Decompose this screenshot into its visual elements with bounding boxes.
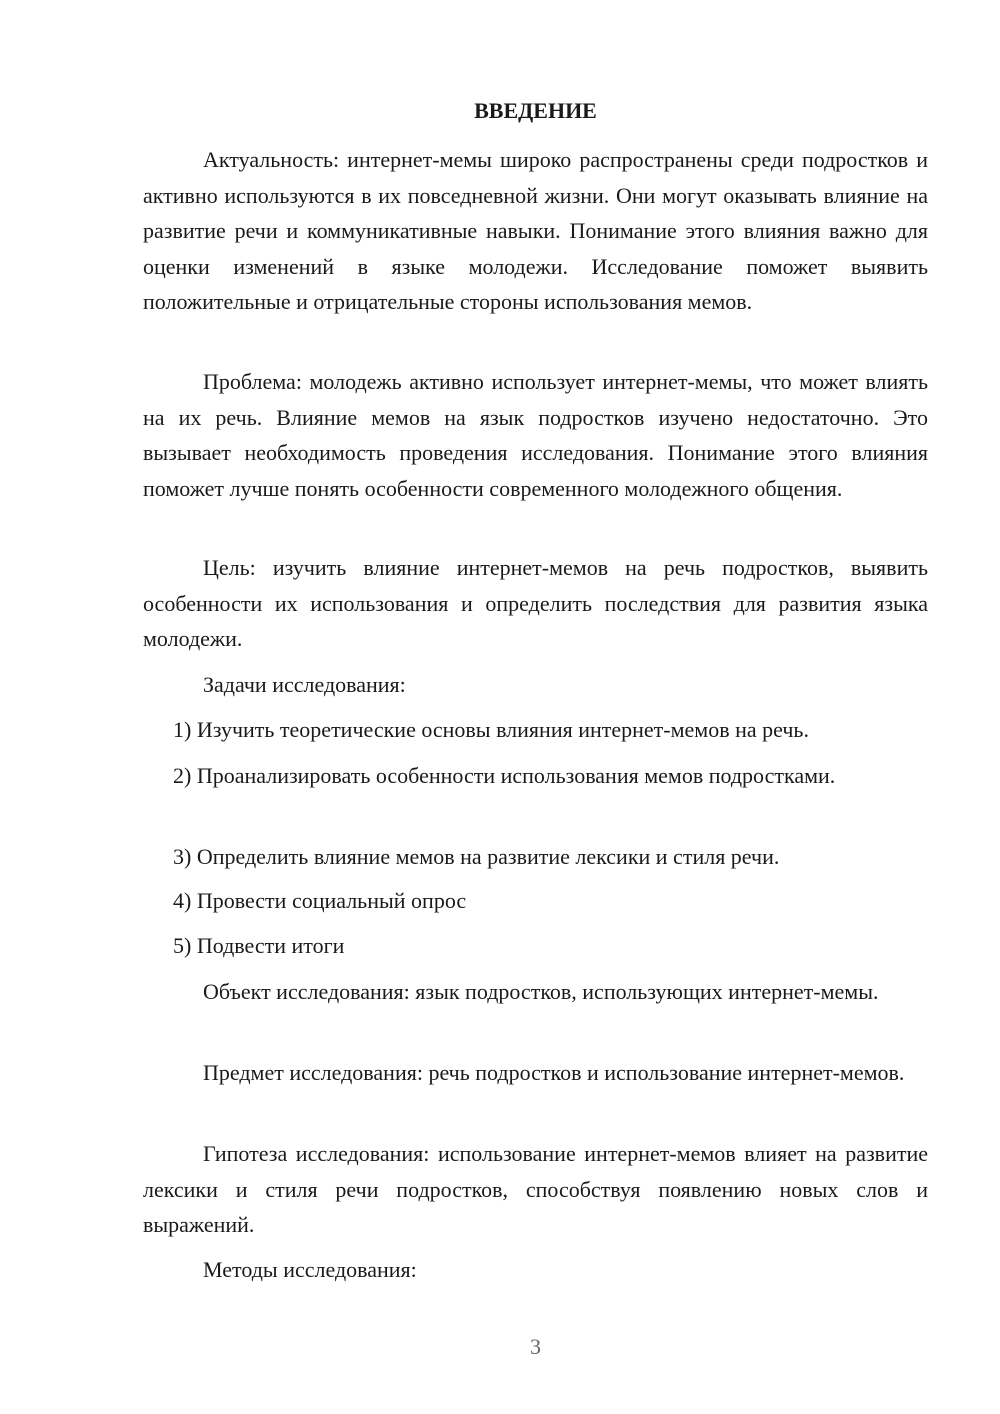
object-paragraph: Объект исследования: язык подростков, использующих интернет-мемы. <box>203 979 879 1004</box>
methods-heading: Методы исследования: <box>203 1257 417 1282</box>
goal-paragraph: Цель: изучить влияние интернет-мемов на речь подростков, выявить особенности их использования и определить последствия для развития языка молодежи. <box>143 555 928 651</box>
subject-paragraph: Предмет исследования: речь подростков и использование интернет-мемов. <box>203 1060 905 1085</box>
hypothesis-paragraph: Гипотеза исследования: использование интернет-мемов влияет на развитие лексики и стиля речи подростков, способствуя появлению новых слов и выражений. <box>143 1141 928 1237</box>
task-item: 2) Проанализировать особенности использования мемов подростками. <box>173 763 836 788</box>
task-item: 4) Провести социальный опрос <box>173 888 467 913</box>
page-title: ВВЕДЕНИЕ <box>474 98 597 123</box>
problem-paragraph: Проблема: молодежь активно использует интернет-мемы, что может влиять на их речь. Влияние мемов на язык подростков изучено недостаточно. Это вызывает необходимость проведения исследования. Понимание этого влияния поможет лучше понять особенности современного молодежного общения. <box>143 369 928 501</box>
task-item: 1) Изучить теоретические основы влияния интернет-мемов на речь. <box>173 717 809 742</box>
task-item: 3) Определить влияние мемов на развитие лексики и стиля речи. <box>173 844 780 869</box>
tasks-heading: Задачи исследования: <box>203 672 406 697</box>
task-item: 5) Подвести итоги <box>173 933 345 958</box>
page-number: 3 <box>530 1334 541 1359</box>
relevance-paragraph: Актуальность: интернет-мемы широко распространены среди подростков и активно используются в их повседневной жизни. Они могут оказывать влияние на развитие речи и коммуникативные навыки. Понимание этого влияния важно для оценки изменений в языке молодежи. Исследование поможет выявить положительные и отрицательные стороны использования мемов. <box>143 147 928 314</box>
document-page <box>143 0 928 1414</box>
